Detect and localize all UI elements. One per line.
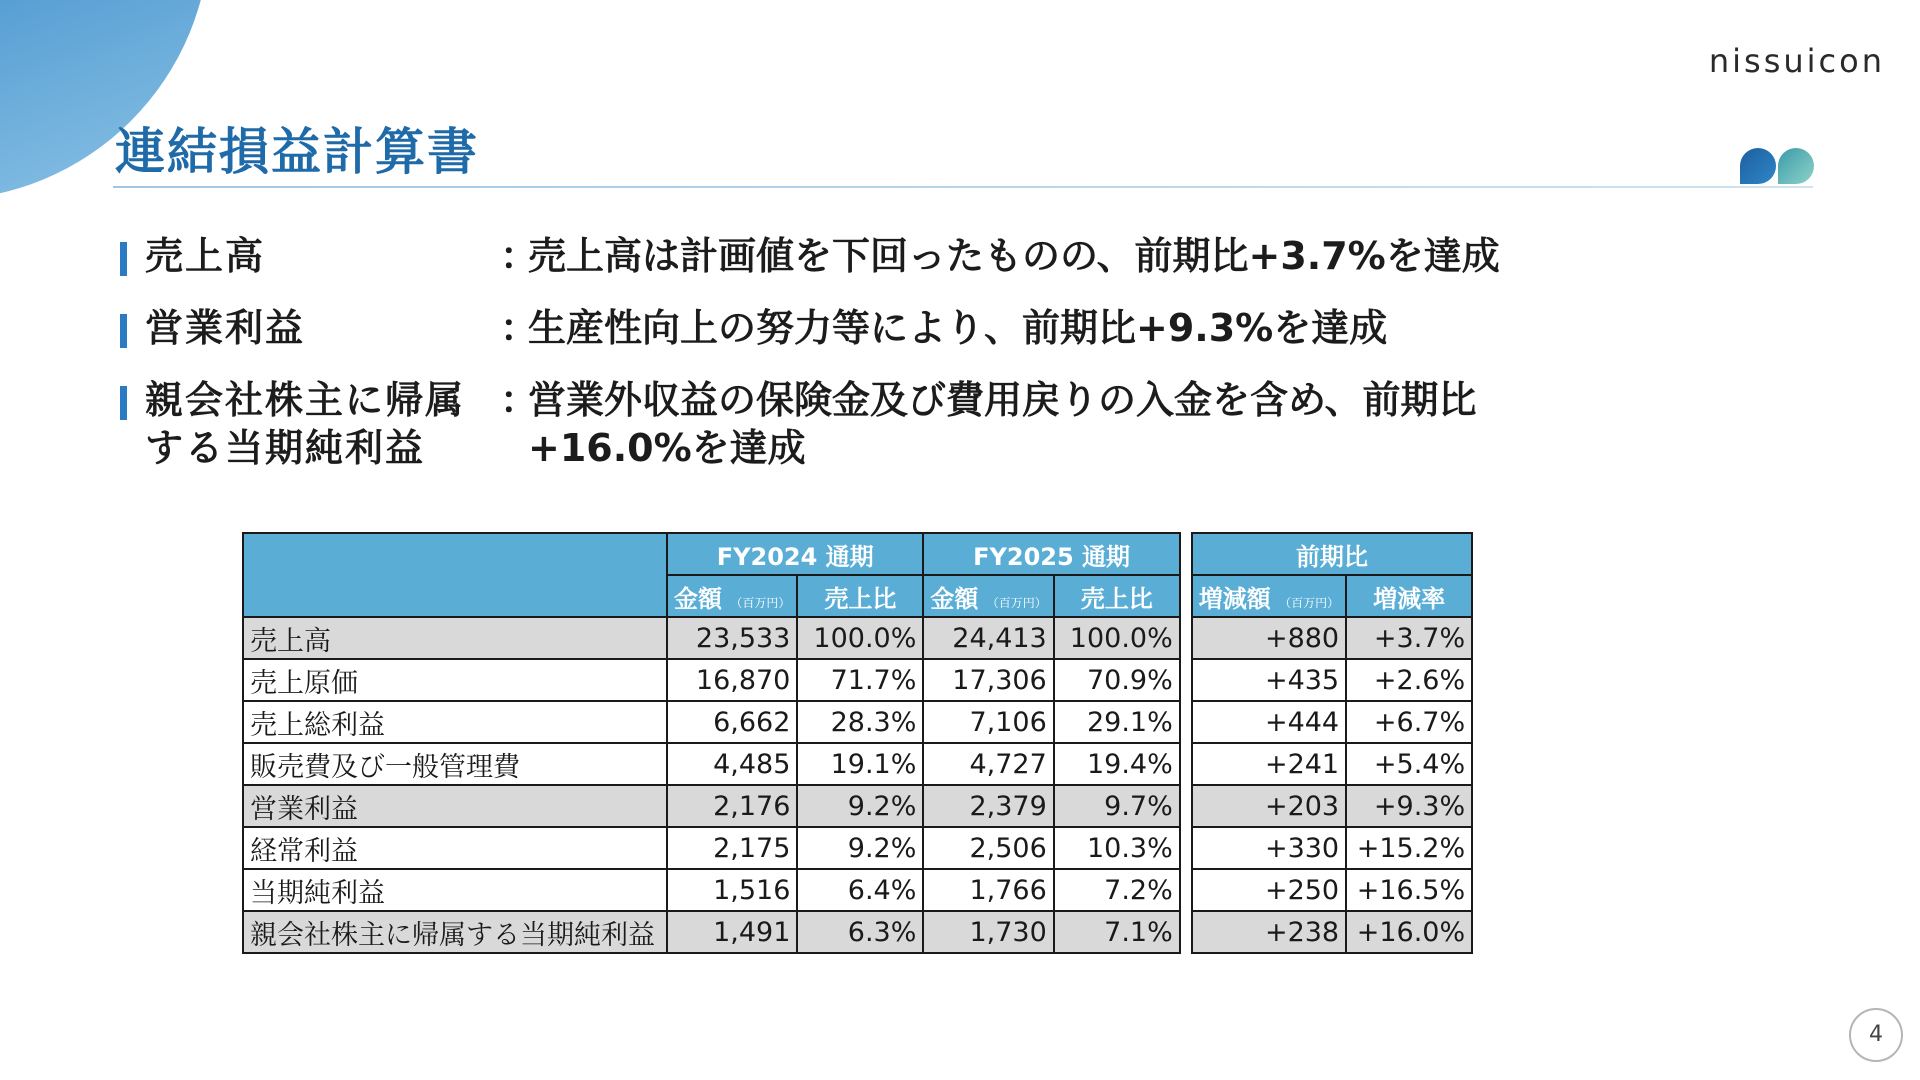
header-yoy: 前期比: [1192, 533, 1472, 575]
page-title: 連結損益計算書: [115, 123, 479, 181]
cell-fy2025-amount: 2,506: [923, 827, 1053, 869]
table-gap: [1180, 701, 1192, 743]
cell-fy2025-amount: 24,413: [923, 617, 1053, 659]
summary-text: 売上高は計画値を下回ったものの、前期比+3.7%を達成: [528, 234, 1500, 278]
page-number: 4: [1849, 1008, 1903, 1062]
cell-fy2025-ratio: 19.4%: [1054, 743, 1180, 785]
table-row: [243, 743, 1472, 785]
summary-label: 売上高: [145, 234, 266, 278]
row-label: 売上総利益: [243, 701, 667, 743]
colon: ：: [500, 306, 539, 350]
cell-fy2025-ratio: 7.1%: [1054, 911, 1180, 953]
cell-change-rate: +9.3%: [1346, 785, 1472, 827]
cell-change-rate: +2.6%: [1346, 659, 1472, 701]
title-divider: [113, 186, 1813, 188]
row-label: 当期純利益: [243, 869, 667, 911]
cell-fy2024-amount: 2,176: [667, 785, 797, 827]
cell-fy2024-amount: 1,516: [667, 869, 797, 911]
row-label: 親会社株主に帰属する当期純利益: [243, 911, 667, 953]
table-row: [243, 911, 1472, 953]
table-row: [243, 617, 1472, 659]
cell-change-rate: +5.4%: [1346, 743, 1472, 785]
income-statement-table-wrap: [242, 532, 1473, 954]
cell-change-rate: +16.0%: [1346, 911, 1472, 953]
header-fy2024: FY2024 通期: [667, 533, 923, 575]
summary-item-operating-profit: [120, 304, 1620, 352]
colon: ：: [500, 378, 539, 422]
cell-fy2025-amount: 4,727: [923, 743, 1053, 785]
header-blank: [243, 533, 667, 617]
row-label: 販売費及び一般管理費: [243, 743, 667, 785]
cell-fy2024-ratio: 28.3%: [797, 701, 923, 743]
table-gap: [1180, 911, 1192, 953]
brand-mark-icon: [1738, 146, 1818, 186]
row-label: 営業利益: [243, 785, 667, 827]
cell-fy2024-ratio: 100.0%: [797, 617, 923, 659]
cell-change-amount: +330: [1192, 827, 1346, 869]
cell-fy2024-ratio: 9.2%: [797, 785, 923, 827]
cell-fy2025-amount: 2,379: [923, 785, 1053, 827]
table-gap: [1180, 743, 1192, 785]
cell-fy2024-ratio: 19.1%: [797, 743, 923, 785]
subheader-ratio: 売上比: [797, 575, 923, 617]
table-gap: [1180, 617, 1192, 659]
cell-fy2025-ratio: 70.9%: [1054, 659, 1180, 701]
table-row: [243, 701, 1472, 743]
cell-change-rate: +3.7%: [1346, 617, 1472, 659]
table-gap: [1180, 533, 1192, 617]
cell-fy2024-amount: 2,175: [667, 827, 797, 869]
cell-fy2025-ratio: 100.0%: [1054, 617, 1180, 659]
table-gap: [1180, 659, 1192, 701]
cell-fy2025-ratio: 10.3%: [1054, 827, 1180, 869]
cell-fy2024-amount: 4,485: [667, 743, 797, 785]
cell-change-rate: +6.7%: [1346, 701, 1472, 743]
cell-change-amount: +203: [1192, 785, 1346, 827]
cell-change-amount: +250: [1192, 869, 1346, 911]
row-label: 経常利益: [243, 827, 667, 869]
subheader-change-amount: 増減額 （百万円）: [1192, 575, 1346, 617]
summary-list: [120, 232, 1620, 472]
cell-change-amount: +241: [1192, 743, 1346, 785]
cell-fy2025-ratio: 29.1%: [1054, 701, 1180, 743]
cell-change-rate: +15.2%: [1346, 827, 1472, 869]
cell-fy2024-amount: 23,533: [667, 617, 797, 659]
income-statement-table: [242, 532, 1473, 954]
subheader-ratio: 売上比: [1054, 575, 1180, 617]
subheader-amount: 金額 （百万円）: [667, 575, 797, 617]
table-gap: [1180, 785, 1192, 827]
cell-fy2024-amount: 6,662: [667, 701, 797, 743]
company-logo: nissuicon: [1708, 42, 1885, 80]
cell-change-amount: +238: [1192, 911, 1346, 953]
cell-fy2024-ratio: 6.4%: [797, 869, 923, 911]
bullet-bar: [120, 386, 127, 420]
summary-item-net-income: [120, 376, 1620, 472]
cell-change-rate: +16.5%: [1346, 869, 1472, 911]
row-label: 売上原価: [243, 659, 667, 701]
table-gap: [1180, 827, 1192, 869]
cell-fy2024-ratio: 71.7%: [797, 659, 923, 701]
row-label: 売上高: [243, 617, 667, 659]
cell-fy2025-amount: 7,106: [923, 701, 1053, 743]
subheader-amount: 金額 （百万円）: [923, 575, 1053, 617]
cell-fy2024-ratio: 9.2%: [797, 827, 923, 869]
cell-fy2024-amount: 16,870: [667, 659, 797, 701]
bullet-bar: [120, 242, 127, 276]
cell-fy2024-amount: 1,491: [667, 911, 797, 953]
cell-fy2024-ratio: 6.3%: [797, 911, 923, 953]
cell-fy2025-ratio: 7.2%: [1054, 869, 1180, 911]
summary-text: 生産性向上の努力等により、前期比+9.3%を達成: [528, 306, 1388, 350]
summary-text: 営業外収益の保険金及び費用戻りの入金を含め、前期比+16.0%を達成: [528, 378, 1477, 470]
table-row: [243, 659, 1472, 701]
table-row: [243, 869, 1472, 911]
cell-fy2025-amount: 17,306: [923, 659, 1053, 701]
cell-change-amount: +444: [1192, 701, 1346, 743]
cell-fy2025-amount: 1,766: [923, 869, 1053, 911]
summary-item-sales: [120, 232, 1620, 280]
colon: ：: [500, 234, 539, 278]
cell-fy2025-ratio: 9.7%: [1054, 785, 1180, 827]
summary-label: 営業利益: [145, 306, 306, 350]
bullet-bar: [120, 314, 127, 348]
table-row: [243, 785, 1472, 827]
summary-label: 親会社株主に帰属する当期純利益: [145, 378, 466, 470]
cell-change-amount: +880: [1192, 617, 1346, 659]
cell-fy2025-amount: 1,730: [923, 911, 1053, 953]
header-fy2025: FY2025 通期: [923, 533, 1179, 575]
subheader-change-rate: 増減率: [1346, 575, 1472, 617]
table-gap: [1180, 869, 1192, 911]
table-row: [243, 827, 1472, 869]
cell-change-amount: +435: [1192, 659, 1346, 701]
